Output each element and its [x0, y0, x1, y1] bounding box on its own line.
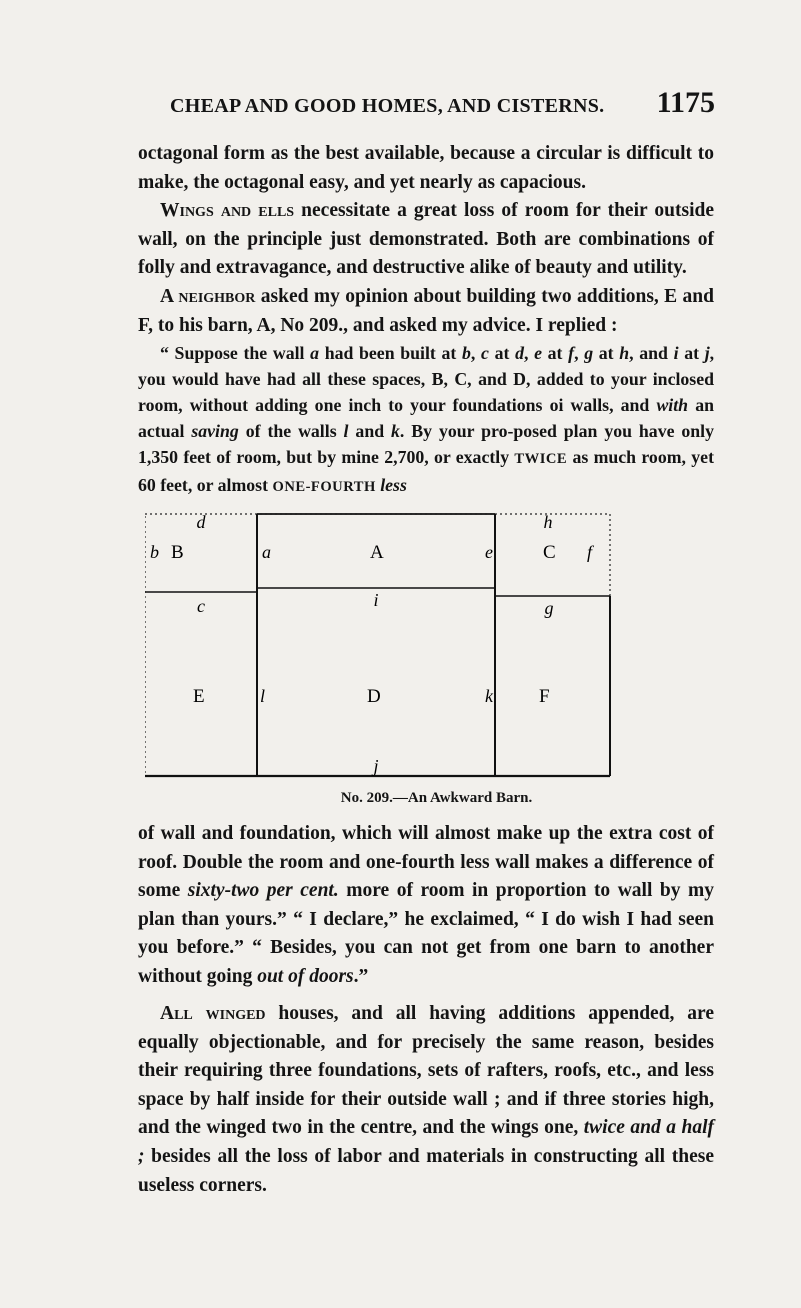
text-run: , [470, 343, 481, 363]
barn-plan-drawing [145, 510, 615, 780]
text-run: e [534, 343, 542, 363]
label-j: j [373, 756, 379, 776]
text-run: “ Suppose the wall [160, 343, 311, 363]
label-F: F [539, 686, 550, 707]
label-d: d [196, 512, 206, 532]
lead-words: All winged [160, 1003, 266, 1024]
label-a: a [262, 542, 271, 562]
text-run: less [375, 475, 407, 495]
text-run: , you would have had all these spaces, B, C, and D, added to your inclosed room, without adding one inch to your foundations oi walls, and [138, 343, 715, 415]
label-c: c [197, 596, 205, 616]
label-e: e [485, 542, 493, 562]
text-run: f [568, 343, 575, 363]
text-run: , [523, 343, 535, 363]
text-run: , and [629, 343, 674, 363]
figure-caption: No. 209.—An Awkward Barn. [340, 790, 533, 806]
text-run: j [704, 343, 710, 363]
paragraph-all-winged [138, 1000, 714, 1200]
label-f: f [587, 542, 593, 562]
text-run: g [584, 343, 594, 363]
label-D: D [367, 686, 381, 707]
text-run: more of room in proportion to wall by my plan than yours.” “ I declare,” he exclaimed, “ I do wish I had seen you before.” “ Besides, you can not get from one barn to another without going [138, 880, 714, 987]
text-run: saving [191, 421, 239, 441]
text-run: had been built at [319, 343, 462, 363]
barn-plan-figure [145, 510, 615, 780]
text-run: , [574, 343, 585, 363]
label-g: g [544, 598, 554, 618]
text-run: a [310, 343, 320, 363]
text-run: with [656, 395, 689, 415]
page-title: CHEAP AND GOOD HOMES, AND CISTERNS. [170, 95, 605, 117]
text-run: i [673, 343, 679, 363]
paragraph-octagonal [138, 140, 714, 197]
text-run: and [348, 421, 392, 441]
lead-words: A neighbor [160, 286, 256, 307]
text-run: k [391, 421, 400, 441]
text-run: b [461, 343, 471, 363]
text-run: of wall and foundation, which will almost make up the extra cost of roof. Double the room and one-fourth less wall makes a difference of some [138, 823, 714, 902]
text-run: an actual [138, 395, 714, 441]
text-run: c [481, 343, 489, 363]
label-B: B [171, 542, 184, 563]
label-A: A [370, 542, 384, 563]
text-run: d [515, 343, 524, 363]
paragraph-neighbor [138, 283, 714, 340]
label-k: k [485, 686, 493, 706]
paragraph-suppose [138, 340, 714, 500]
lead-words: Wings and ells [160, 200, 295, 221]
label-l: l [260, 686, 266, 706]
text-run: at [678, 343, 705, 363]
text-run: ONE-FOURTH [272, 479, 376, 495]
text-run: sixty-two per cent. [187, 880, 339, 902]
text-run: twice and a half ; [138, 1117, 714, 1167]
text-run: at [541, 343, 569, 363]
text-run: .” [353, 965, 369, 987]
text-run: as much room, yet 60 feet, or almost [138, 447, 714, 495]
text-run: . By your pro-posed plan you have only 1,350 feet of room, but by mine 2,700, or exactly [138, 421, 715, 467]
text-run: besides all the loss of labor and materials in constructing all these useless corners. [138, 1145, 714, 1196]
label-h: h [543, 512, 553, 532]
text-run: houses, and all having additions appended, are equally objectionable, and for precisely the same reason, besides their requiring three foundations, sets of rafters, roofs, etc., and less space by half inside for their outside wall ; and if three stories high, and the winged two in the centre, and the wings one, [138, 1003, 714, 1139]
paragraph-text: asked my opinion about building two additions, E and F, to his barn, A, No 209., and asked my advice. I replied : [138, 286, 714, 336]
label-C: C [543, 542, 556, 563]
paragraph-text: octagonal form as the best available, because a circular is difficult to make, the octagonal easy, and yet nearly as capacious. [138, 143, 714, 193]
text-run: out of doors [257, 965, 354, 987]
text-run: l [343, 421, 349, 441]
label-b: b [150, 542, 159, 562]
paragraph-text: necessitate a great loss of room for their outside wall, on the principle just demonstrated. Both are combinations of folly and extravagance, and destructive alike of beauty and utility. [138, 200, 714, 279]
paragraph-wings [138, 197, 714, 283]
text-run: of the walls [238, 421, 344, 441]
running-header [170, 86, 715, 126]
label-E: E [193, 686, 205, 707]
paragraph-wall-foundation [138, 820, 714, 992]
text-run: TWICE [514, 451, 568, 467]
text-run: at [593, 343, 620, 363]
text-run: at [488, 343, 516, 363]
label-i: i [373, 590, 379, 610]
page-number: 1175 [656, 86, 715, 119]
text-run: h [619, 343, 630, 363]
